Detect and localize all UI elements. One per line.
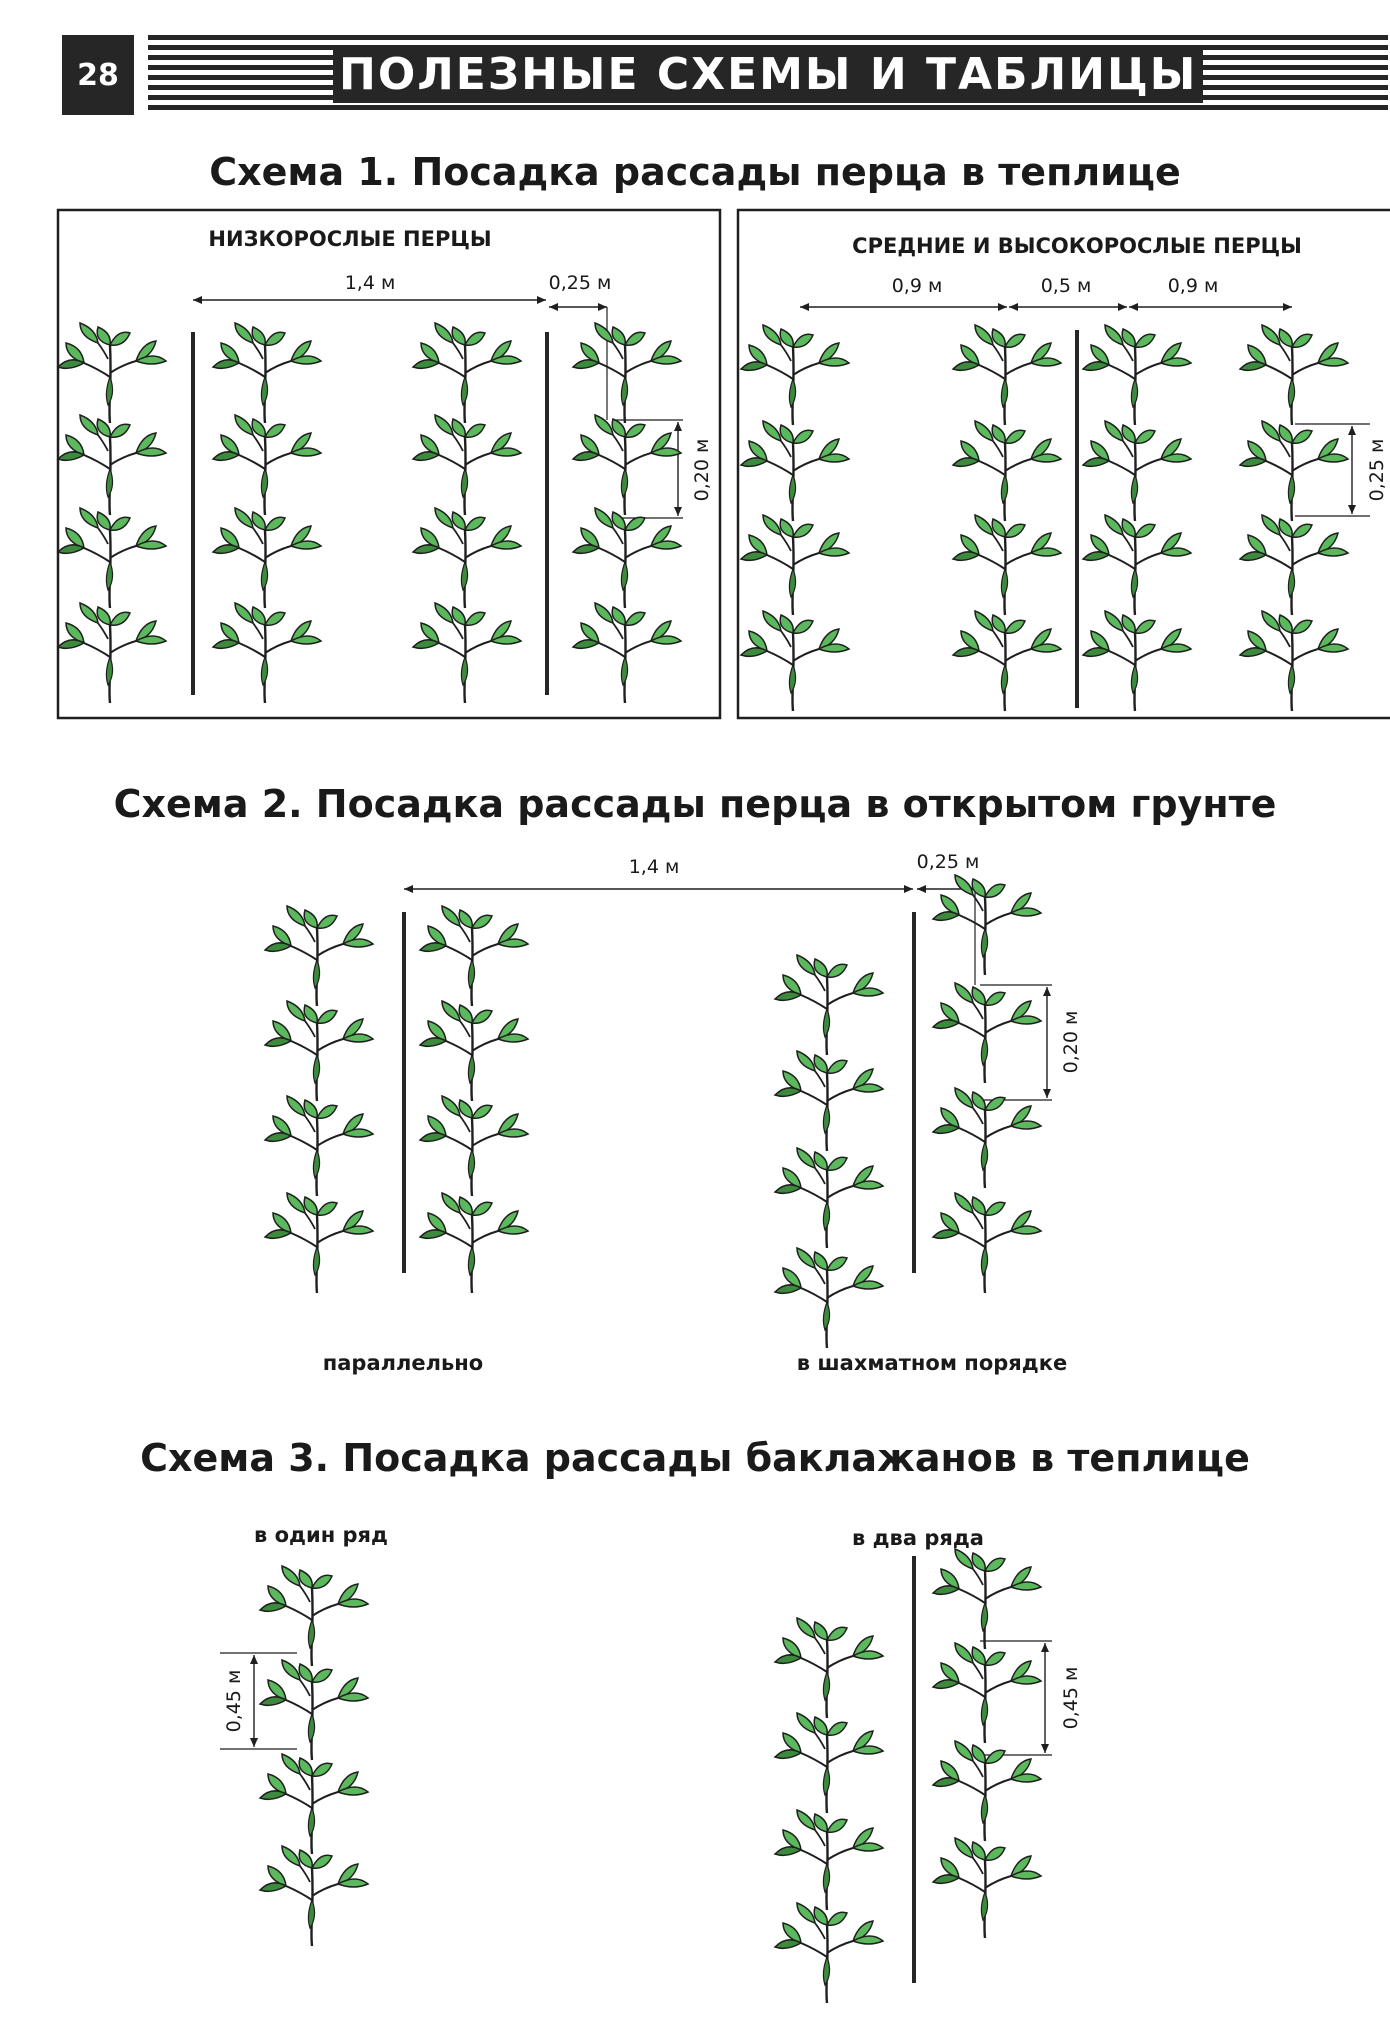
plant-seedling-icon bbox=[741, 515, 849, 615]
plant-seedling-icon bbox=[213, 323, 321, 423]
plant-seedling-icon bbox=[1083, 325, 1191, 425]
plant-seedling-icon bbox=[58, 415, 166, 515]
caption-staggered: в шахматном порядке bbox=[796, 1351, 1068, 1375]
s3-dim-label-two-rows: 0,45 м bbox=[1060, 1666, 1082, 1730]
plant-seedling-icon bbox=[933, 1088, 1041, 1188]
plant-seedling-icon bbox=[213, 508, 321, 608]
plant-seedling-icon bbox=[265, 1096, 373, 1196]
s2-dim-label-stake-offset: 0,25 м bbox=[916, 851, 980, 873]
dim-label-row-spacing: 1,4 м bbox=[344, 272, 396, 294]
plants-layer bbox=[58, 323, 1348, 2003]
plant-seedling-icon bbox=[265, 1193, 373, 1293]
plant-seedling-icon bbox=[573, 415, 681, 515]
plant-seedling-icon bbox=[933, 1838, 1041, 1938]
plant-seedling-icon bbox=[775, 1810, 883, 1910]
s2-dim-label-plant-spacing: 0,20 м bbox=[1060, 1010, 1082, 1074]
plant-seedling-icon bbox=[265, 1001, 373, 1101]
plant-seedling-icon bbox=[741, 421, 849, 521]
plant-seedling-icon bbox=[265, 906, 373, 1006]
plant-seedling-icon bbox=[260, 1846, 368, 1946]
caption-one-row: в один ряд bbox=[254, 1523, 388, 1547]
plant-seedling-icon bbox=[775, 1248, 883, 1348]
dim-label-stake-offset: 0,25 м bbox=[548, 272, 612, 294]
plant-seedling-icon bbox=[1240, 611, 1348, 711]
plant-seedling-icon bbox=[933, 875, 1041, 975]
plant-seedling-icon bbox=[933, 1643, 1041, 1743]
plant-seedling-icon bbox=[413, 508, 521, 608]
caption-parallel: параллельно bbox=[322, 1351, 484, 1375]
plant-seedling-icon bbox=[573, 323, 681, 423]
plant-seedling-icon bbox=[420, 1001, 528, 1101]
plant-seedling-icon bbox=[1240, 515, 1348, 615]
plant-seedling-icon bbox=[933, 1549, 1041, 1649]
plant-seedling-icon bbox=[1240, 325, 1348, 425]
page-number: 28 bbox=[62, 35, 134, 115]
scheme1-title: Схема 1. Посадка рассады перца в теплице bbox=[209, 150, 1181, 194]
plant-seedling-icon bbox=[413, 415, 521, 515]
dim-label-middle: 0,5 м bbox=[1040, 275, 1092, 297]
plant-seedling-icon bbox=[741, 611, 849, 711]
plant-seedling-icon bbox=[413, 323, 521, 423]
plant-seedling-icon bbox=[775, 1713, 883, 1813]
dim-label-plant-spacing-right: 0,25 м bbox=[1366, 438, 1388, 502]
caption-two-rows: в два ряда bbox=[852, 1526, 984, 1550]
plant-seedling-icon bbox=[1083, 515, 1191, 615]
plant-seedling-icon bbox=[260, 1754, 368, 1854]
plant-seedling-icon bbox=[413, 603, 521, 703]
section-title: ПОЛЕЗНЫЕ СХЕМЫ И ТАБЛИЦЫ bbox=[333, 47, 1203, 103]
plant-seedling-icon bbox=[213, 415, 321, 515]
plant-seedling-icon bbox=[741, 325, 849, 425]
plant-seedling-icon bbox=[953, 611, 1061, 711]
plant-seedling-icon bbox=[953, 515, 1061, 615]
plant-seedling-icon bbox=[933, 1741, 1041, 1841]
plant-seedling-icon bbox=[1083, 421, 1191, 521]
stakes-layer bbox=[193, 330, 1077, 1983]
plant-seedling-icon bbox=[213, 603, 321, 703]
plant-seedling-icon bbox=[1083, 611, 1191, 711]
dim-label-left: 0,9 м bbox=[891, 275, 943, 297]
scheme1-left-label: НИЗКОРОСЛЫЕ ПЕРЦЫ bbox=[208, 227, 492, 251]
plant-seedling-icon bbox=[1240, 421, 1348, 521]
plant-seedling-icon bbox=[933, 1193, 1041, 1293]
plant-seedling-icon bbox=[775, 1618, 883, 1718]
plant-seedling-icon bbox=[775, 1903, 883, 2003]
plant-seedling-icon bbox=[933, 983, 1041, 1083]
dim-label-plant-spacing: 0,20 м bbox=[691, 438, 713, 502]
plant-seedling-icon bbox=[58, 603, 166, 703]
s3-dim-label-one-row: 0,45 м bbox=[223, 1669, 245, 1733]
plant-seedling-icon bbox=[260, 1660, 368, 1760]
plant-seedling-icon bbox=[573, 603, 681, 703]
plant-seedling-icon bbox=[775, 955, 883, 1055]
plant-seedling-icon bbox=[58, 323, 166, 423]
plant-seedling-icon bbox=[953, 421, 1061, 521]
plant-seedling-icon bbox=[420, 906, 528, 1006]
plant-seedling-icon bbox=[58, 508, 166, 608]
plant-seedling-icon bbox=[775, 1051, 883, 1151]
scheme2-title: Схема 2. Посадка рассады перца в открытом грунте bbox=[113, 782, 1277, 826]
plant-seedling-icon bbox=[953, 325, 1061, 425]
plant-seedling-icon bbox=[573, 508, 681, 608]
scheme1-right-label: СРЕДНИЕ И ВЫСОКОРОСЛЫЕ ПЕРЦЫ bbox=[852, 234, 1302, 258]
scheme3-title: Схема 3. Посадка рассады баклажанов в теплице bbox=[140, 1436, 1250, 1480]
plant-seedling-icon bbox=[420, 1193, 528, 1293]
plant-seedling-icon bbox=[260, 1566, 368, 1666]
plant-seedling-icon bbox=[775, 1148, 883, 1248]
plant-seedling-icon bbox=[420, 1096, 528, 1196]
dim-label-right: 0,9 м bbox=[1167, 275, 1219, 297]
s2-dim-label-row-spacing: 1,4 м bbox=[628, 856, 680, 878]
